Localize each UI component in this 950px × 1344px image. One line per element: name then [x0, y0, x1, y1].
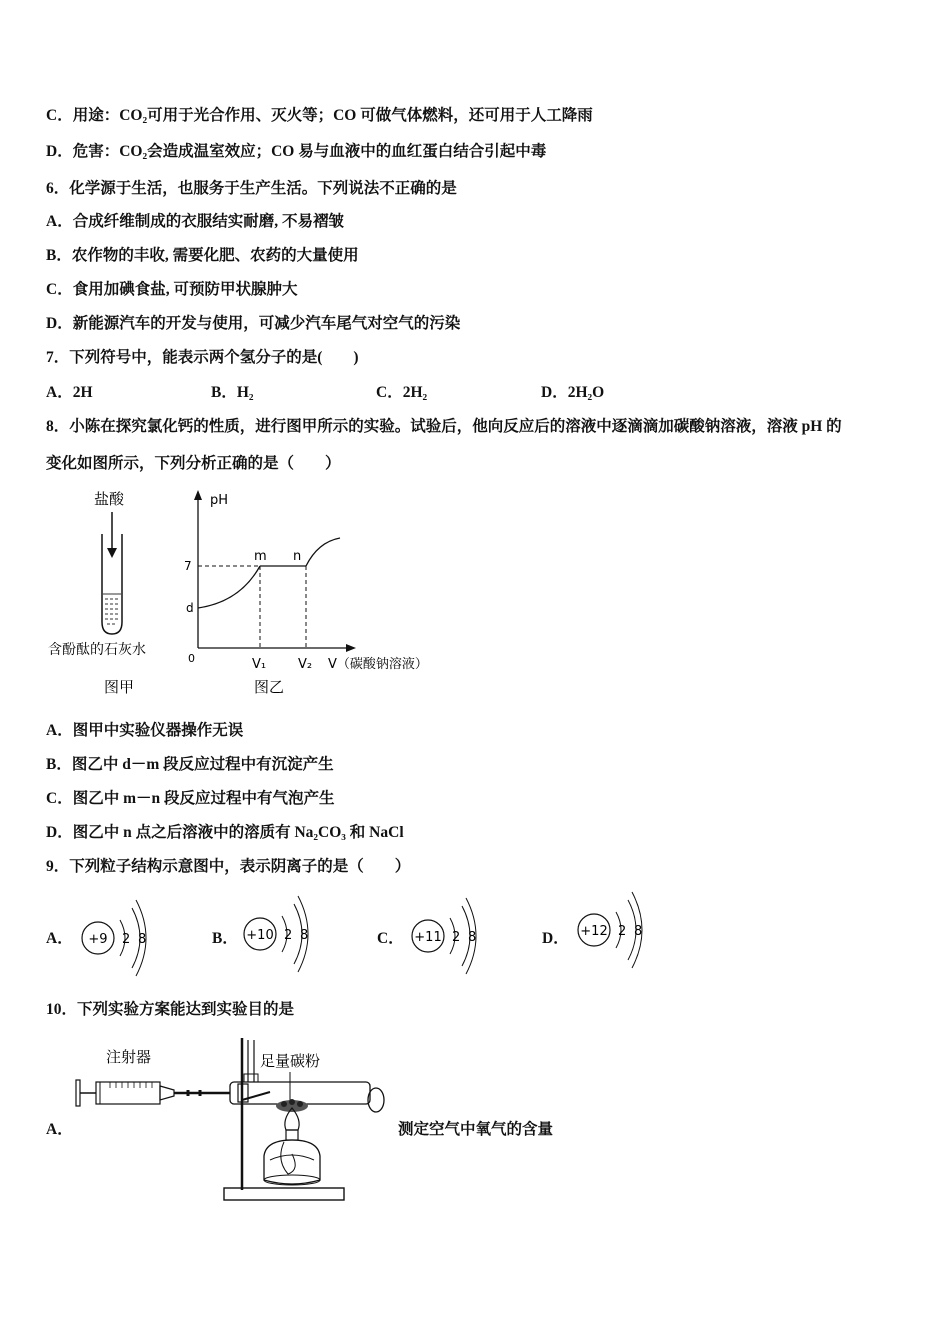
q8-figure-yi — [180, 482, 470, 702]
fig-jia-content-label: 含酚酞的石灰水 — [48, 642, 146, 658]
q6-option-a: A．合成纤维制成的衣服结实耐磨, 不易褶皱 — [46, 213, 344, 230]
q7-option-c: C．2H₂ — [376, 384, 428, 401]
arrow-head-icon — [107, 548, 117, 558]
q9-option-c-label: C． — [377, 930, 404, 947]
q5-option-d: D．危害：CO₂会造成温室效应；CO 易与血液中的血红蛋白结合引起中毒 — [46, 143, 547, 160]
q10-stem: 10．下列实验方案能达到实验目的是 — [46, 1001, 295, 1018]
q9-stem: 9．下列粒子结构示意图中，表示阴离子的是（ ） — [46, 858, 411, 875]
glass-tube — [230, 1040, 384, 1112]
shell-1-electrons: 2 — [452, 930, 461, 945]
q8-option-c: C．图乙中 m－n 段反应过程中有气泡产生 — [46, 790, 335, 807]
nucleus-charge: +9 — [88, 932, 108, 947]
q6-option-b: B．农作物的丰收, 需要化肥、农药的大量使用 — [46, 247, 359, 264]
q6-option-d: D．新能源汽车的开发与使用，可减少汽车尾气对空气的污染 — [46, 315, 461, 332]
v1-label: V₁ — [252, 657, 267, 672]
q7-stem: 7．下列符号中，能表示两个氢分子的是( ) — [46, 349, 359, 366]
q9-option-d-label: D． — [542, 930, 569, 947]
q8-option-b: B．图乙中 d－m 段反应过程中有沉淀产生 — [46, 756, 334, 773]
q10-apparatus-figure — [70, 1030, 400, 1210]
q10-option-a-label: A． — [46, 1121, 73, 1138]
curve-after-n — [306, 538, 340, 566]
y-axis-label: pH — [210, 493, 229, 508]
carbon-powder — [276, 1099, 308, 1112]
q8-stem-line2: 变化如图所示，下列分析正确的是（ ） — [46, 455, 341, 472]
q10-option-a-text: 测定空气中氧气的含量 — [398, 1121, 554, 1138]
nucleus-charge: +12 — [580, 924, 608, 939]
shell-2-electrons: 8 — [634, 924, 643, 939]
q7-option-b: B．H₂ — [211, 384, 254, 401]
q9-option-d-diagram — [574, 884, 654, 972]
x-axis-label: V（碳酸钠溶液） — [328, 657, 428, 672]
point-n-label: n — [293, 549, 302, 564]
q8-option-a: A．图甲中实验仪器操作无误 — [46, 722, 244, 739]
q8-figure-jia — [44, 482, 184, 702]
origin-label: 0 — [188, 652, 195, 665]
q6-stem: 6．化学源于生活，也服务于生产生活。下列说法不正确的是 — [46, 180, 457, 197]
shell-1-electrons: 2 — [122, 932, 131, 947]
q9-option-b-diagram — [240, 888, 320, 976]
liquid-hatching — [103, 594, 121, 624]
fig-jia-reagent-label: 盐酸 — [94, 490, 125, 508]
syringe-label: 注射器 — [106, 1048, 152, 1066]
syringe — [76, 1080, 230, 1106]
shell-2-electrons: 8 — [468, 930, 477, 945]
v2-label: V₂ — [298, 657, 313, 672]
x-axis-arrow-icon — [346, 644, 356, 652]
q9-option-a-diagram — [76, 892, 156, 980]
q9-option-b-label: B． — [212, 930, 238, 947]
q8-stem-line1: 8．小陈在探究氯化钙的性质，进行图甲所示的实验。试验后，他向反应后的溶液中逐滴滴加碳酸钠溶液，溶液 pH 的 — [46, 418, 842, 435]
q7-option-a: A．2H — [46, 384, 93, 401]
q9-option-a-label: A． — [46, 930, 73, 947]
fig-yi-caption: 图乙 — [254, 678, 285, 696]
curve-d-m — [198, 566, 260, 608]
q8-option-d: D．图乙中 n 点之后溶液中的溶质有 Na₂CO₃ 和 NaCl — [46, 824, 404, 841]
q9-option-c-diagram — [408, 890, 488, 978]
nucleus-charge: +10 — [246, 928, 274, 943]
nucleus-charge: +11 — [414, 930, 442, 945]
point-m-label: m — [254, 549, 267, 564]
q5-option-c: C．用途：CO₂可用于光合作用、灭火等；CO 可做气体燃料，还可用于人工降雨 — [46, 107, 593, 124]
point-d-label: d — [186, 601, 194, 615]
y-axis-arrow-icon — [194, 490, 202, 500]
shell-2-electrons: 8 — [300, 928, 309, 943]
shell-2-electrons: 8 — [138, 932, 147, 947]
q7-option-d: D．2H₂O — [541, 384, 605, 401]
q6-option-c: C．食用加碘食盐, 可预防甲状腺肿大 — [46, 281, 298, 298]
shell-1-electrons: 2 — [618, 924, 627, 939]
shell-1-electrons: 2 — [284, 928, 293, 943]
fig-jia-caption: 图甲 — [104, 678, 135, 696]
carbon-label: 足量碳粉 — [260, 1052, 321, 1070]
tick-7: 7 — [184, 559, 192, 573]
alcohol-lamp — [264, 1108, 320, 1185]
